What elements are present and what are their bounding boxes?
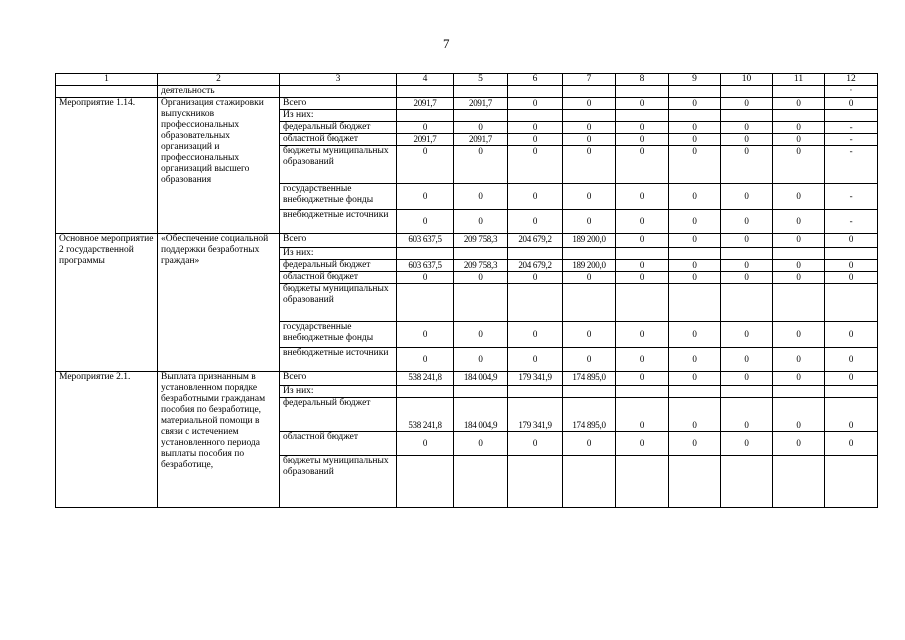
value-cell: 0	[616, 322, 669, 348]
funding-source-label: государственные внебюджетные фонды	[280, 322, 397, 348]
value-cell: 0	[616, 272, 669, 284]
value-cell: -	[825, 134, 878, 146]
value-cell: 184 004,9	[454, 398, 508, 432]
value-cell: 0	[773, 146, 825, 184]
value-cell: 0	[669, 98, 721, 110]
value-cell: 0	[721, 234, 773, 248]
value-cell	[669, 456, 721, 508]
value-cell	[773, 386, 825, 398]
value-cell: 0	[508, 210, 563, 234]
value-cell	[508, 248, 563, 260]
value-cell: 0	[616, 134, 669, 146]
value-cell: 0	[669, 184, 721, 210]
value-cell	[825, 386, 878, 398]
value-cell: 0	[773, 134, 825, 146]
value-cell: 0	[563, 348, 616, 372]
value-cell: 0	[773, 372, 825, 386]
funding-source-label: бюджеты муниципальных образований	[280, 456, 397, 508]
value-cell: 0	[563, 122, 616, 134]
value-cell: 0	[721, 122, 773, 134]
value-cell: 0	[397, 348, 454, 372]
value-cell: 0	[616, 260, 669, 272]
value-cell: 0	[721, 432, 773, 456]
value-cell: 0	[508, 184, 563, 210]
value-cell: 0	[508, 98, 563, 110]
value-cell: 0	[825, 398, 878, 432]
value-cell: 0	[563, 272, 616, 284]
measure-description: Организация стажировки выпускников профессиональных образовательных организаций и профессиональных организаций высшего образования	[158, 98, 280, 234]
value-cell: 0	[773, 122, 825, 134]
value-cell: 0	[616, 146, 669, 184]
value-cell	[616, 248, 669, 260]
value-cell	[508, 456, 563, 508]
value-cell: 0	[508, 348, 563, 372]
column-number: 10	[721, 74, 773, 86]
value-cell	[721, 248, 773, 260]
value-cell: 538 241,8	[397, 398, 454, 432]
value-cell	[825, 456, 878, 508]
value-cell: 0	[397, 272, 454, 284]
value-cell: 0	[721, 322, 773, 348]
funding-source-label: областной бюджет	[280, 432, 397, 456]
measure-name: Мероприятие 1.14.	[56, 98, 158, 234]
value-cell: 0	[669, 210, 721, 234]
value-cell: 0	[454, 122, 508, 134]
value-cell: 0	[721, 210, 773, 234]
value-cell: 0	[669, 322, 721, 348]
value-cell: 0	[563, 146, 616, 184]
value-cell: 0	[563, 322, 616, 348]
value-cell: 0	[825, 98, 878, 110]
value-cell	[616, 110, 669, 122]
value-cell	[669, 110, 721, 122]
value-cell: 0	[669, 348, 721, 372]
value-cell: 0	[669, 398, 721, 432]
continuation-text: деятельность	[158, 86, 280, 98]
value-cell: 0	[508, 322, 563, 348]
continuation-mark: ·	[825, 86, 878, 98]
value-cell	[669, 386, 721, 398]
value-cell: 0	[669, 122, 721, 134]
value-cell: 0	[616, 348, 669, 372]
value-cell: 179 341,9	[508, 398, 563, 432]
value-cell: 0	[825, 322, 878, 348]
value-cell: 0	[773, 322, 825, 348]
value-cell: 0	[616, 372, 669, 386]
value-cell: 0	[825, 260, 878, 272]
value-cell	[773, 456, 825, 508]
column-number-row	[56, 74, 878, 86]
column-number: 2	[158, 74, 280, 86]
value-cell: 0	[825, 234, 878, 248]
value-cell: 0	[721, 184, 773, 210]
value-cell	[721, 386, 773, 398]
value-cell	[454, 248, 508, 260]
value-cell: 2091,7	[397, 98, 454, 110]
funding-source-label: федеральный бюджет	[280, 398, 397, 432]
value-cell	[508, 284, 563, 322]
value-cell: 209 758,3	[454, 260, 508, 272]
value-cell: 0	[773, 432, 825, 456]
continuation-cell	[56, 86, 158, 98]
value-cell: 0	[721, 146, 773, 184]
measure-name: Мероприятие 2.1.	[56, 372, 158, 508]
value-cell: 2091,7	[454, 98, 508, 110]
measure-description: «Обеспечение социальной поддержки безработных граждан»	[158, 234, 280, 372]
value-cell	[397, 248, 454, 260]
value-cell: 0	[773, 272, 825, 284]
funding-source-label: областной бюджет	[280, 134, 397, 146]
value-cell	[669, 248, 721, 260]
value-cell: 0	[397, 184, 454, 210]
value-cell: 0	[397, 210, 454, 234]
value-cell: 0	[563, 98, 616, 110]
column-number: 7	[563, 74, 616, 86]
value-cell: 204 679,2	[508, 260, 563, 272]
value-cell: 0	[721, 272, 773, 284]
value-cell: 0	[616, 234, 669, 248]
funding-source-label: бюджеты муниципальных образований	[280, 146, 397, 184]
value-cell	[669, 284, 721, 322]
budget-table	[55, 73, 878, 508]
value-cell	[454, 456, 508, 508]
value-cell: 0	[616, 398, 669, 432]
value-cell: 0	[669, 234, 721, 248]
value-cell: 189 200,0	[563, 260, 616, 272]
value-cell	[616, 456, 669, 508]
value-cell: 0	[721, 348, 773, 372]
column-number: 3	[280, 74, 397, 86]
value-cell: 0	[825, 372, 878, 386]
value-cell: 0	[669, 260, 721, 272]
value-cell: 0	[508, 134, 563, 146]
value-cell: 0	[616, 98, 669, 110]
value-cell: 0	[669, 272, 721, 284]
value-cell: 174 895,0	[563, 372, 616, 386]
funding-source-label: Всего	[280, 98, 397, 110]
value-cell	[616, 386, 669, 398]
funding-source-label: государственные внебюджетные фонды	[280, 184, 397, 210]
page-number: 7	[443, 36, 450, 51]
value-cell	[563, 248, 616, 260]
value-cell: 0	[508, 432, 563, 456]
value-cell: 179 341,9	[508, 372, 563, 386]
value-cell: 0	[397, 432, 454, 456]
value-cell	[721, 110, 773, 122]
value-cell: 0	[721, 372, 773, 386]
value-cell: 0	[773, 184, 825, 210]
table-row	[56, 372, 878, 386]
value-cell: 0	[616, 210, 669, 234]
value-cell: 0	[397, 146, 454, 184]
value-cell: 603 637,5	[397, 260, 454, 272]
measure-name: Основное мероприятие 2 государственной программы	[56, 234, 158, 372]
value-cell: 0	[773, 260, 825, 272]
value-cell: 0	[397, 122, 454, 134]
funding-source-label: Из них:	[280, 248, 397, 260]
value-cell: 0	[825, 348, 878, 372]
value-cell: 0	[454, 348, 508, 372]
value-cell	[825, 284, 878, 322]
funding-source-label: Из них:	[280, 386, 397, 398]
funding-source-label: федеральный бюджет	[280, 260, 397, 272]
value-cell: 0	[773, 210, 825, 234]
value-cell: 538 241,8	[397, 372, 454, 386]
column-number: 9	[669, 74, 721, 86]
value-cell: 0	[669, 432, 721, 456]
value-cell	[773, 248, 825, 260]
value-cell: -	[825, 184, 878, 210]
value-cell: 0	[669, 372, 721, 386]
value-cell: 0	[669, 134, 721, 146]
value-cell: 0	[454, 432, 508, 456]
value-cell: 0	[773, 98, 825, 110]
value-cell: 0	[773, 348, 825, 372]
value-cell: 0	[721, 134, 773, 146]
funding-source-label: Из них:	[280, 110, 397, 122]
value-cell: 0	[563, 210, 616, 234]
value-cell: 2091,7	[397, 134, 454, 146]
column-number: 4	[397, 74, 454, 86]
value-cell: 0	[616, 122, 669, 134]
value-cell: 174 895,0	[563, 398, 616, 432]
column-number: 5	[454, 74, 508, 86]
funding-source-label: внебюджетные источники	[280, 348, 397, 372]
value-cell: 189 200,0	[563, 234, 616, 248]
funding-source-label: Всего	[280, 372, 397, 386]
value-cell: 0	[825, 432, 878, 456]
value-cell	[454, 110, 508, 122]
value-cell: 0	[454, 184, 508, 210]
table-row	[56, 234, 878, 248]
value-cell: 0	[454, 146, 508, 184]
column-number: 8	[616, 74, 669, 86]
value-cell	[397, 456, 454, 508]
value-cell	[721, 284, 773, 322]
column-number: 6	[508, 74, 563, 86]
value-cell: 0	[721, 398, 773, 432]
value-cell: 0	[454, 272, 508, 284]
column-number: 1	[56, 74, 158, 86]
value-cell: 0	[397, 322, 454, 348]
value-cell	[454, 386, 508, 398]
continuation-row	[56, 86, 878, 98]
value-cell	[773, 284, 825, 322]
value-cell: 184 004,9	[454, 372, 508, 386]
value-cell	[563, 386, 616, 398]
value-cell: 0	[454, 210, 508, 234]
value-cell: 0	[721, 260, 773, 272]
value-cell: 2091,7	[454, 134, 508, 146]
value-cell	[825, 248, 878, 260]
value-cell	[397, 110, 454, 122]
value-cell: 0	[721, 98, 773, 110]
value-cell	[508, 386, 563, 398]
funding-source-label: областной бюджет	[280, 272, 397, 284]
value-cell	[563, 110, 616, 122]
value-cell	[454, 284, 508, 322]
value-cell	[397, 386, 454, 398]
value-cell	[616, 284, 669, 322]
value-cell: -	[825, 146, 878, 184]
value-cell	[773, 110, 825, 122]
value-cell: 0	[825, 272, 878, 284]
value-cell: 0	[563, 184, 616, 210]
value-cell: 0	[773, 398, 825, 432]
value-cell: -	[825, 122, 878, 134]
value-cell: 0	[454, 322, 508, 348]
value-cell: 603 637,5	[397, 234, 454, 248]
value-cell: 0	[669, 146, 721, 184]
value-cell: 209 758,3	[454, 234, 508, 248]
value-cell	[563, 456, 616, 508]
measure-description: Выплата признанным в установленном порядке безработными гражданам пособия по безработице, материальной помощи в связи с истечением установленного периода выплаты пособия по безработице,	[158, 372, 280, 508]
funding-source-label: Всего	[280, 234, 397, 248]
value-cell	[397, 284, 454, 322]
value-cell: 0	[563, 432, 616, 456]
value-cell	[563, 284, 616, 322]
table-row	[56, 98, 878, 110]
value-cell: -	[825, 210, 878, 234]
value-cell	[508, 110, 563, 122]
funding-source-label: федеральный бюджет	[280, 122, 397, 134]
value-cell: 0	[616, 184, 669, 210]
value-cell	[825, 110, 878, 122]
value-cell: 0	[508, 122, 563, 134]
value-cell: 0	[616, 432, 669, 456]
value-cell	[721, 456, 773, 508]
value-cell: 0	[563, 134, 616, 146]
funding-source-label: внебюджетные источники	[280, 210, 397, 234]
value-cell: 204 679,2	[508, 234, 563, 248]
funding-source-label: бюджеты муниципальных образований	[280, 284, 397, 322]
value-cell: 0	[508, 272, 563, 284]
value-cell: 0	[773, 234, 825, 248]
column-number: 11	[773, 74, 825, 86]
column-number: 12	[825, 74, 878, 86]
value-cell: 0	[508, 146, 563, 184]
